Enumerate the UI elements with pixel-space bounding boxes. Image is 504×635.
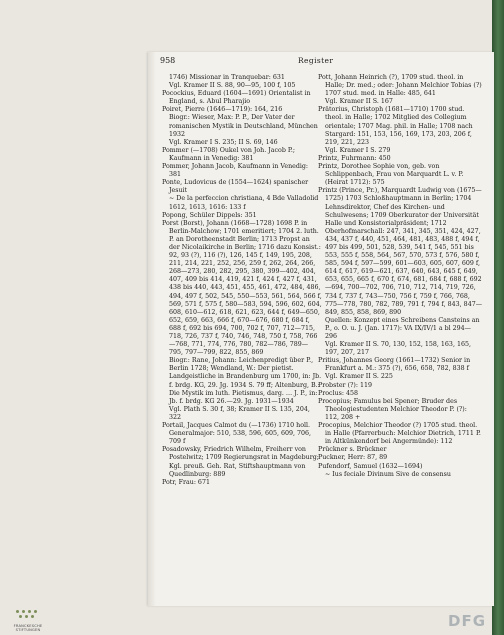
- register-entry: Porst (Borst), Johann (1668—1728) 1698 P. in Berlin-Malchow; 1701 emeritiert; 1704 2. luth. P. an Dorotheenstadt Berlin; 1713 Propst an der Nicolaikirche in Berlin; 1716 dazu Konsist.: 92, 93 (?), 116 (?), 126, 145 f, 149, 195, 208, 211, 214, 221, 252, 256, 259 f, 262, 264, 266, 268—273, 280, 282, 295, 380, 399—402, 404, 407, 409 bis 414, 419, 421 f, 424 f, 427 f, 431, 438 bis 440, 443, 451, 455, 461, 472, 484, 486, 494, 497 f, 502, 545, 550—553, 561, 564, 566 f, 569, 571 f, 575 f, 580—583, 594, 596, 602, 604, 608, 610—612, 618, 621, 623, 644 f, 649—650, 652, 659, 663, 666 f, 670—676, 680 f, 684 f, 688 f, 692 bis 694, 700, 702 f, 707, 712—715, 718, 726, 737 f, 740, 746, 748, 750 f, 758, 766—768, 771, 774, 776, 780, 782—786, 789—795, 797—799, 822, 855, 869: [162, 219, 322, 357]
- register-entry: Pocockius, Eduard (1604—1691) Orientalist in England, s. Abul Pharajio: [162, 90, 311, 106]
- running-head: Register: [298, 56, 334, 65]
- register-column-right: [318, 74, 482, 479]
- register-entry: ~ Ius feciale Divinum Sive de consensu: [325, 470, 451, 478]
- register-entry: Pott, Johann Heinrich (?), 1709 stud. theol. in Halle; Dr. med.; oder: Johann Melchior Tobias (?) 1707 stud. med. in Halle: 485, 641: [318, 74, 482, 98]
- register-entry: Biogr.: Rane, Johann: Leichenpredigt über P., Berlin 1728; Wendland, W.: Der pietist. Landgeistliche in Brandenburg um 1700, in: Jb. f. brdg. KG, 29. Jg. 1934 S. 79 ff; Altenburg, B.: Die Mystik im luth. Pietismus, darg. … J. P., in: Jb. f. brdg. KG 26.—29. Jg. 1931—1934: [169, 357, 322, 405]
- register-entry: Prätorius, Christoph (1681—1710) 1700 stud. theol. in Halle; 1702 Mitglied des Collegium orientale; 1707 Mag. phil. in Halle; 1708 nach Stargard: 151, 153, 156, 169, 173, 203, 206 f, 219, 221, 223: [318, 106, 473, 146]
- register-entry: Vgl. Plath S. 30 f, 38; Kramer II S. 135, 204, 322: [169, 405, 310, 421]
- register-entry: Proclus: 458: [318, 389, 359, 397]
- register-entry: Procopius, Melchior Theodor (?) 1705 stud. theol. in Halle (Pfarrerbuch: Melchior Dietrich, 1711 P. in Altkünkendorf bei Angermünde): 112: [318, 422, 481, 446]
- register-entry: Poiret, Pierre (1646—1719): 164, 216: [162, 106, 283, 114]
- register-entry: Popong, Schüler Dippels: 351: [162, 211, 257, 219]
- register-entry: Pritius, Johannes Georg (1661—1732) Senior in Frankfurt a. M.: 375 (?), 656, 658, 782, 838 f: [318, 357, 471, 373]
- register-entry: Procopius; Famulus bei Spener; Bruder des Theologiestudenten Melchior Theodor P. (?): 112, 208 +: [318, 397, 467, 421]
- register-entry: Vgl. Kramer II S. 70, 130, 152, 158, 163, 165, 197, 207, 217: [325, 341, 471, 357]
- register-entry: Quellen: Konzept eines Schreibens Cansteins an P., o. O. u. J. (Jan. 1717): VA IX/IV/1 a bl 294—296: [325, 316, 480, 340]
- register-column-left: [162, 74, 322, 487]
- register-entry: Biogr.: Wieser, Max: P. P., Der Vater der romanischen Mystik in Deutschland, München 1932: [169, 114, 318, 138]
- register-entry: Puckner, Herr: 87, 89: [318, 454, 388, 462]
- register-entry: Vgl. Kramer II S. 225: [325, 373, 393, 381]
- dfg-logo: DFG: [448, 612, 487, 630]
- register-entry: Vgl. Kramer I S. 235; II S. 69, 146: [169, 138, 278, 146]
- register-entry: Prückner s. Brückner: [318, 446, 387, 454]
- register-entry: Pommer, Johann Jacob, Kaufmann in Venedig: 381: [162, 163, 309, 179]
- franckesche-stiftungen-label: FRANCKESCHE STIFTUNGEN: [13, 624, 43, 632]
- register-entry: ~ De la perfeccion christiana, 4 Bde Valladolid 1612, 1613, 1616: 133 f: [169, 195, 319, 211]
- register-entry: Printz, Dorothee Sophie von, geb. von Schlippenbach, Frau von Marquardt L. v. P. (Heirat 1712): 575: [318, 163, 464, 187]
- register-entry: Vgl. Kramer II S. 88, 90—95, 100 f, 105: [169, 82, 296, 90]
- page-number: 958: [160, 56, 176, 65]
- register-entry: Portail, Jacques Calmot du (—1736) 1710 holl. Generalmajor: 510, 538, 596, 605, 609, 706, 709 f: [162, 422, 312, 446]
- register-entry: Pommer (—1708) Oukel von Joh. Jacob P.; Kaufmann in Venedig: 381: [162, 146, 295, 162]
- register-entry: Pufendorf, Samuel (1632—1694): [318, 462, 423, 470]
- page-header: [148, 56, 494, 68]
- register-entry: Printz (Prince, Pr.), Marquardt Ludwig von (1675—1725) 1703 Schloßhauptmann in Berlin; 1704 Lehnsdirektor, Chef des Kirchen- und Schulwesens; 1709 Oberkurator der Universität Halle und Konsistorialpräsident; 1712 Oberhofmarschall: 247, 341, 345, 351, 424, 427, 434, 437 f, 440, 451, 464, 481, 483, 488 f, 494 f, 497 bis 499, 501, 528, 539, 541 f, 545, 551 bis 553, 555 f, 558, 564, 567, 570, 573 f, 576, 580 f, 585, 594 f, 597—599, 601—603, 605, 607, 609 f, 614 f, 617, 619—621, 637, 640, 643, 645 f, 649, 653, 655, 665 f, 670 f, 674, 681, 684 f, 688 f, 692—694, 700—702, 706, 710, 712, 714, 719, 726, 734 f, 737 f, 743—750, 756 f, 759 f, 766, 768, 775—778, 780, 782, 789, 791 f, 794 f, 843, 847—849, 855, 858, 869, 890: [318, 187, 483, 316]
- register-entry: Printz, Fuhrmann: 450: [318, 154, 391, 162]
- register-entry: Ponte, Ludovicus de (1554—1624) spanischer Jesuit: [162, 179, 309, 195]
- franckesche-stiftungen-logo-icon: [14, 608, 40, 620]
- register-entry: Probster (?): 119: [318, 381, 373, 389]
- register-entry: Vgl. Kramer I S. 279: [325, 146, 391, 154]
- register-entry: 1746) Missionar in Tranquebar: 631: [169, 74, 285, 81]
- register-entry: Vgl. Kramer II S. 167: [325, 98, 393, 106]
- register-entry: Potr, Frau: 671: [162, 478, 210, 486]
- register-entry: Posadowsky, Friedrich Wilhelm, Freiherr von Postelwitz; 1709 Regierungsrat in Magdeburg; Kgl. preuß. Geh. Rat, Stiftshauptmann von Quedlinburg: 889: [162, 446, 319, 478]
